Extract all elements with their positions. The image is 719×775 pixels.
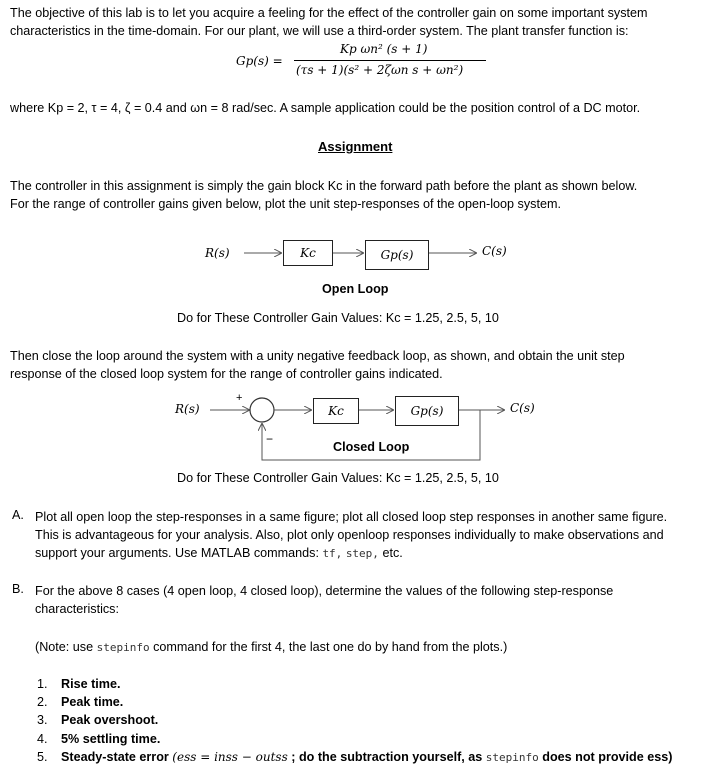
cl-plant-block: Gp(s)	[395, 396, 459, 426]
cmd-stepinfo: stepinfo	[96, 641, 150, 654]
closed-intro-line-1: Then close the loop around the system with a unity negative feedback loop, as shown, and obtain the unit step	[10, 349, 625, 363]
assignment-heading: Assignment	[318, 139, 393, 154]
note-prefix: (Note: use	[35, 640, 94, 654]
assignment-line-2: For the range of controller gains given below, plot the unit step-responses of the open-loop system.	[10, 197, 561, 211]
task-a-line-3	[35, 544, 710, 563]
closed-loop-caption: Closed Loop	[333, 440, 410, 454]
tf-lhs: Gp(s) =	[236, 54, 283, 68]
cl-output-label: C(s)	[510, 401, 535, 415]
task-a-line-1: Plot all open loop the step-responses in a same figure; plot all closed loop step responses in another same figure.	[35, 510, 668, 524]
list-item: 5. Steady-state error (ess = inss − outss ; do the subtraction yourself, as stepinfo does not provide ess)	[37, 749, 673, 764]
task-b-line-2: characteristics:	[35, 602, 119, 616]
closed-intro-line-2: response of the closed loop system for the range of controller gains indicated.	[10, 367, 443, 381]
list-item: 2. Peak time.	[37, 695, 124, 710]
tf-numerator: Kp ωn² (s + 1)	[340, 42, 428, 56]
ol-output-label: C(s)	[482, 244, 507, 258]
cmd-tf: tf,	[322, 547, 343, 560]
intro-line-2: characteristics in the time-domain. For our plant, we will use a third-order system. The plant transfer function is:	[10, 24, 629, 38]
task-a-line-2: This is advantageous for your analysis. Also, plot only openloop responses individually to make observations and	[35, 528, 664, 542]
plus-sign: +	[236, 392, 243, 404]
open-loop-gains: Do for These Controller Gain Values: Kc = 1.25, 2.5, 5, 10	[177, 311, 499, 325]
task-b-marker: B.	[12, 582, 24, 596]
task-a-line-3-prefix: support your arguments. Use MATLAB commands:	[35, 546, 319, 560]
task-b-line-1: For the above 8 cases (4 open loop, 4 closed loop), determine the values of the following step-response	[35, 584, 614, 598]
list-item: 3. Peak overshoot.	[37, 713, 159, 728]
cmd-stepinfo-2: stepinfo	[485, 750, 539, 764]
ol-gain-block: Kc	[283, 240, 333, 266]
list-item: 4. 5% settling time.	[37, 731, 161, 746]
cmd-step: step,	[345, 547, 379, 560]
list-item: 1. Rise time.	[37, 677, 121, 691]
task-a-line-3-suffix: etc.	[382, 546, 403, 560]
minus-sign: −	[266, 432, 274, 446]
open-loop-caption: Open Loop	[322, 282, 389, 296]
note-suffix: command for the first 4, the last one do by hand from the plots.)	[153, 640, 508, 654]
task-a-marker: A.	[12, 508, 24, 522]
summing-junction	[250, 398, 274, 422]
ol-input-label: R(s)	[205, 246, 230, 260]
ess-formula: (ess = inss − outss	[172, 749, 288, 764]
where-line: where Kp = 2, τ = 4, ζ = 0.4 and ωn = 8 rad/sec. A sample application could be the position control of a DC motor.	[10, 101, 641, 115]
ol-plant-block: Gp(s)	[365, 240, 429, 270]
cl-gain-block: Kc	[313, 398, 359, 424]
characteristics-list	[37, 675, 672, 767]
cl-input-label: R(s)	[175, 402, 200, 416]
closed-loop-gains: Do for These Controller Gain Values: Kc = 1.25, 2.5, 5, 10	[177, 471, 499, 485]
intro-line-1: The objective of this lab is to let you acquire a feeling for the effect of the controller gain on some important system	[10, 6, 648, 20]
tf-denominator: (τs + 1)(s² + 2ζωn s + ωn²)	[296, 63, 464, 77]
assignment-line-1: The controller in this assignment is simply the gain block Kc in the forward path before the plant as shown below.	[10, 179, 638, 193]
task-b-note	[35, 638, 710, 657]
